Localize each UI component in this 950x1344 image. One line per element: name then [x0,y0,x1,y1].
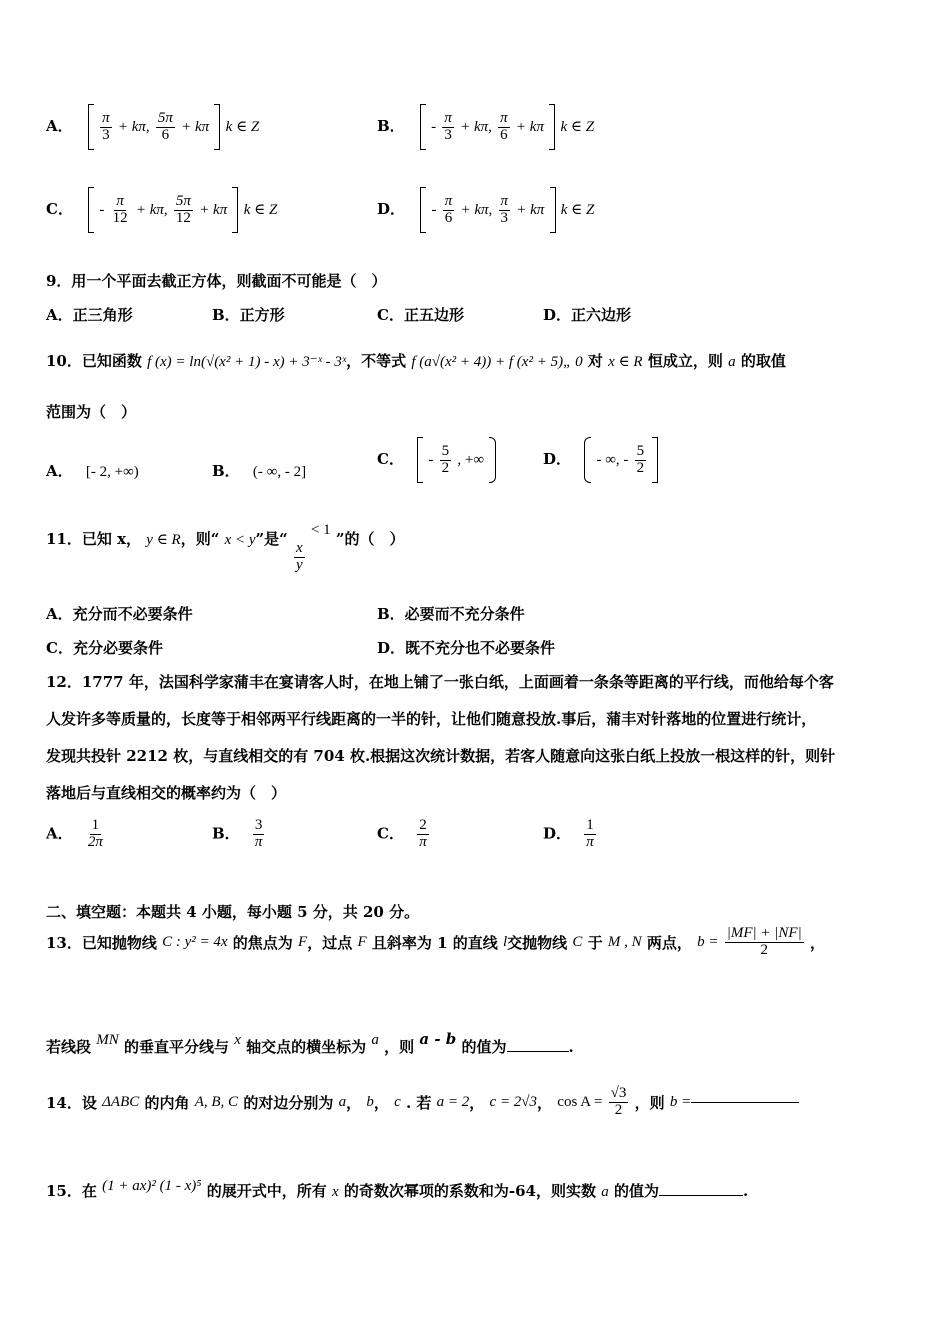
answer-blank[interactable] [507,1051,569,1052]
option-letter: A． [46,117,73,135]
q8-option-d: D． - $\frac{\pi}{6}$ + kπ, $\frac{\pi}{3}$ + kπ k ∈ Z [377,187,594,233]
answer-blank[interactable] [659,1195,743,1196]
right-bracket [214,104,220,150]
q10-stem-line2: 范围为（ ） [46,403,137,421]
q9-option-c: C．正五边形 [377,306,464,324]
q11-option-c: C．充分必要条件 [46,639,163,657]
q10-stem-line1: 10．已知函数 f (x) = ln(√(x² + 1) - x) + 3⁻ˣ - 3ˣ，不等式 f (a√(x² + 4)) + f (x² + 5)„ 0 对 x ∈ R 恒成立，则 a 的取值 [46,352,786,370]
q12-line2: 人发许多等质量的，长度等于相邻两平行线距离的一半的针，让他们随意投放.事后，蒲丰对针落地的位置进行统计， [46,710,817,728]
q12-option-b: B． $\frac{3}{\pi}$ [212,817,263,850]
q11-stem: 11．已知 x， y ∈ R，则“ x < y”是“ $\frac{x}{y}$ < 1 ”的（ ） [46,522,405,573]
q14-stem: 14．设 ΔABC 的内角 A, B, C 的对边分别为 a， b， c . 若 a = 2， c = 2√3， cos A = $\frac{√3}{2}$ ，则 b = [46,1086,799,1119]
fraction: $\frac{\pi}{3}$ [102,109,110,143]
q8-option-b: B． - $\frac{\pi}{3}$ + kπ, $\frac{\pi}{6}$ + kπ k ∈ Z [377,104,594,150]
q9-stem: 9．用一个平面去截正方体，则截面不可能是（ ） [46,272,387,290]
answer-blank[interactable] [691,1102,799,1103]
q12-option-c: C． $\frac{2}{\pi}$ [377,817,427,850]
fraction: $\frac{5\pi}{6}$ [157,109,173,143]
q12-line3: 发现共投针 2212 枚，与直线相交的有 704 枚.根据这次统计数据，若客人随意向这张白纸上投放一根这样的针，则针 [46,747,836,765]
q10-option-c: C． - $\frac{5}{2}$ , +∞ [377,437,496,483]
q12-option-d: D． $\frac{1}{\pi}$ [543,817,594,850]
left-bracket [88,104,94,150]
q13-line2: 若线段 MN 的垂直平分线与 x 轴交点的横坐标为 a ，则 a - b 的值为 . [46,1030,574,1056]
q13-line1: 13．已知抛物线 C : y² = 4x 的焦点为 F，过点 F 且斜率为 1 的直线 l交抛物线 C 于 M , N 两点， b = $\frac{|MF| + |NF|}{2}$ ， [46,925,825,958]
q12-line4: 落地后与直线相交的概率约为（ ） [46,784,287,802]
q11-option-d: D．既不充分也不必要条件 [377,639,556,657]
q8-option-a: A． $\frac{\pi}{3}$ + kπ, $\frac{5\pi}{6}$ + kπ k ∈ Z [46,104,259,150]
q10-option-d: D． - ∞, - $\frac{5}{2}$ [543,437,658,483]
q10-option-a: A． [- 2, +∞) [46,462,139,480]
q9-option-b: B．正方形 [212,306,285,324]
q15-stem: 15．在 (1 + ax)² (1 - x)⁵ 的展开式中，所有 x 的奇数次幂项的系数和为-64，则实数 a 的值为 . [46,1178,749,1200]
q8-option-c: C． - $\frac{\pi}{12}$ + kπ, $\frac{5\pi}{12}$ + kπ k ∈ Z [46,187,277,233]
q9-option-a: A．正三角形 [46,306,133,324]
q11-option-b: B．必要而不充分条件 [377,605,525,623]
q12-option-a: A． $\frac{1}{2\pi}$ [46,817,103,850]
q11-option-a: A．充分而不必要条件 [46,605,193,623]
q12-line1: 12．1777 年，法国科学家蒲丰在宴请客人时，在地上铺了一张白纸，上面画着一条条等距离的平行线，而他给每个客 [46,673,834,691]
q10-option-b: B． (- ∞, - 2] [212,462,307,480]
q9-option-d: D．正六边形 [543,306,632,324]
section-heading: 二、填空题：本题共 4 小题，每小题 5 分，共 20 分。 [46,903,420,921]
